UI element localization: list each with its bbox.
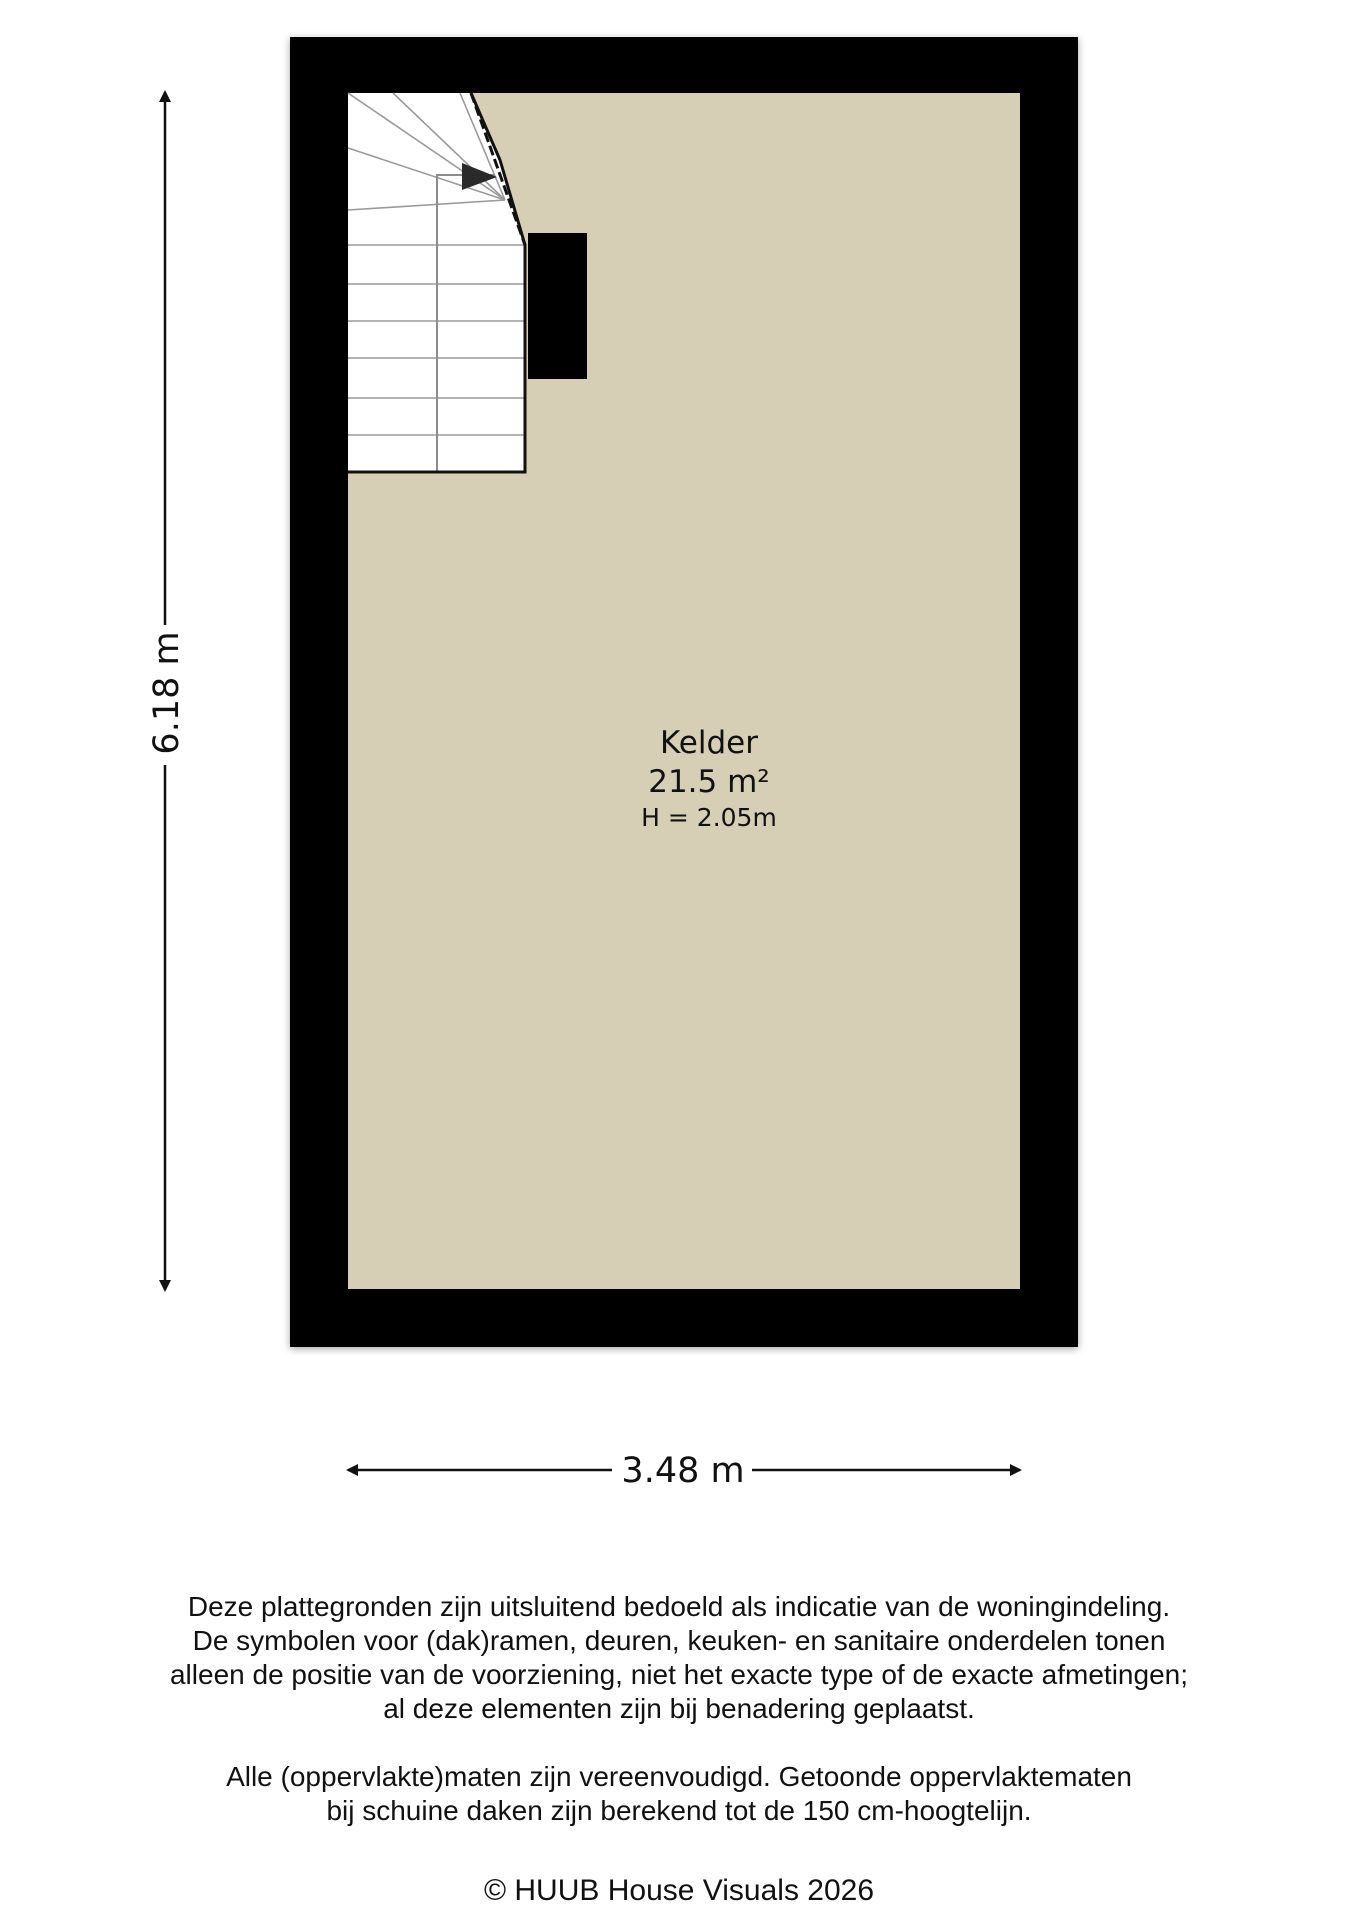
disclaimer-paragraph-2 <box>80 1760 1278 1828</box>
vertical-dimension <box>147 92 187 1290</box>
vertical-dimension-label: 6.18 m <box>147 631 187 755</box>
copyright-notice: © HUUB House Visuals 2026 <box>483 1874 875 1907</box>
chimney-column <box>528 233 587 379</box>
horizontal-dimension <box>348 1451 1020 1491</box>
room-height: H = 2.05m <box>641 803 777 832</box>
disclaimer-line: bij schuine daken zijn berekend tot de 150 cm-hoogtelijn. <box>326 1795 1032 1826</box>
disclaimer-line: Alle (oppervlakte)maten zijn vereenvoudigd. Getoonde oppervlaktematen <box>226 1761 1132 1792</box>
disclaimer-line: Deze plattegronden zijn uitsluitend bedoeld als indicatie van de woningindeling. <box>187 1591 1171 1622</box>
disclaimer-line: alleen de positie van de voorziening, niet het exacte type of de exacte afmetingen; <box>169 1659 1188 1690</box>
disclaimer-line: De symbolen voor (dak)ramen, deuren, keuken- en sanitaire onderdelen tonen <box>192 1625 1166 1656</box>
disclaimer-paragraph-1 <box>80 1590 1278 1726</box>
disclaimer-line: al deze elementen zijn bij benadering geplaatst. <box>383 1693 975 1724</box>
horizontal-dimension-label: 3.48 m <box>621 1451 745 1491</box>
room-area: 21.5 m² <box>648 764 770 800</box>
room-name: Kelder <box>660 725 758 761</box>
